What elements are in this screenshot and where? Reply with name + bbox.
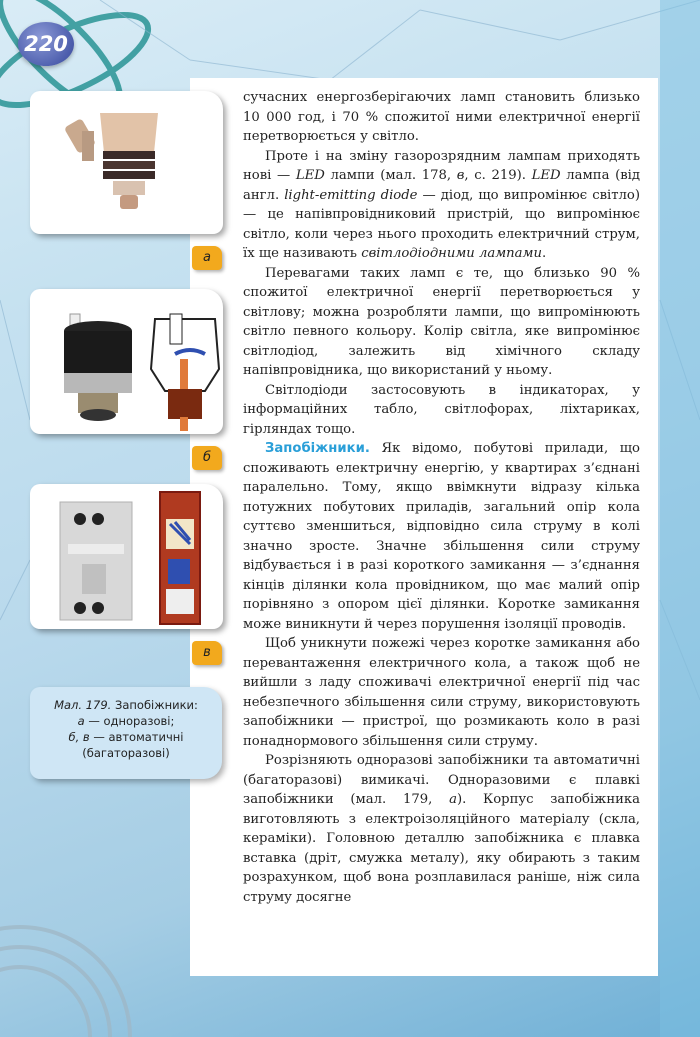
figure-a-card (30, 91, 223, 234)
circuit-breaker-image (30, 484, 223, 629)
figure-v-card (30, 484, 223, 629)
paragraph-6: Щоб уникнути пожежі через коротке замикання або перевантаження електричного кола, а також щоб не вийшли з ладу споживачі електричної енергії під час небезпечного збільшення сили струму, використовують запобіжники — пристрої, що розмикають коло в разі понаднормового збільшення сили струму. (243, 636, 640, 749)
paragraph-3: Перевагами таких ламп є те, що близько 90 % спожитої електричної енергії перетворюється у світлову; можна розробляти лампи, що випромінюють світло певного кольору. Колір світла, яке випромінює світлодіод, залежить від хімічного складу напівпровідника, що використаний у ньому. (243, 265, 640, 378)
caption-line-3: б, в — автоматичні (68, 730, 184, 744)
paragraph-1: сучасних енергозберігаючих ламп становить близько 10 000 год, і 70 % спожитої ними електричної енергії перетворюється у світло. (243, 90, 640, 144)
main-text (243, 88, 640, 907)
paragraph-4: Світлодіоди застосовують в індикаторах, у інформаційних табло, світлофорах, ліхтариках, гірляндах тощо. (243, 382, 640, 437)
paragraph-2: Проте і на зміну газорозрядним лампам приходять нові — LED лампи (мал. 178, в, с. 219). LED лампа (від англ. light-emitting diode — діод, що випромінює світло) — це напівпровідниковий пристрій, що випромінює світло, коли через нього проходить електричний струм, їх ще називають світлодіодними лампами. (243, 148, 640, 261)
automatic-fuse-image (30, 289, 223, 434)
caption-line-4: (багаторазові) (82, 746, 170, 760)
paragraph-7: Розрізняють одноразові запобіжники та автоматичні (багаторазові) вимикачі. Одноразовими є плавкі запобіжники (мал. 179, а). Корпус запобіжника виготовляють з електроізоляційного матеріалу (скла, кераміки). Головною деталлю запобіжника є плавка вставка (дріт, смужка металу), яку обирають з таким розрахунком, щоб вона розплавилася раніше, ніж сила струму досягне (243, 753, 640, 905)
caption-line-1: Мал. 179. Запобіжники: (54, 698, 198, 712)
figure-label-b: б (192, 446, 222, 470)
single-use-fuse-image (30, 91, 223, 234)
term-led-lamps: світлодіодними лампами (361, 246, 542, 261)
paragraph-5: Запобіжники. Як відомо, побутові прилади, що споживають електричну енергію, у квартирах з’єднані паралельно. Тому, якщо ввімкнути відразу кілька потужних побутових приладів, загальний опір кола суттєво зменшиться, відповідно сила струму в колі значно зросте. Значне збільшення сили струму відбувається і в разі короткого замикання — з’єднання кінців ділянки кола провідником, що має малий опір порівняно з опором цієї ділянки. Коротке замикання може виникнути й через порушення ізоляції проводів. (243, 441, 640, 632)
caption-line-2: а — одноразові; (77, 714, 175, 728)
section-heading-fuses: Запобіжники. (265, 441, 370, 456)
figure-label-v: в (192, 641, 222, 665)
figure-label-a: а (192, 246, 222, 270)
page-number-badge: 220 (18, 22, 74, 66)
caption-ref: Мал. 179. (54, 698, 112, 712)
figure-b-card (30, 289, 223, 434)
figure-caption (30, 687, 222, 779)
